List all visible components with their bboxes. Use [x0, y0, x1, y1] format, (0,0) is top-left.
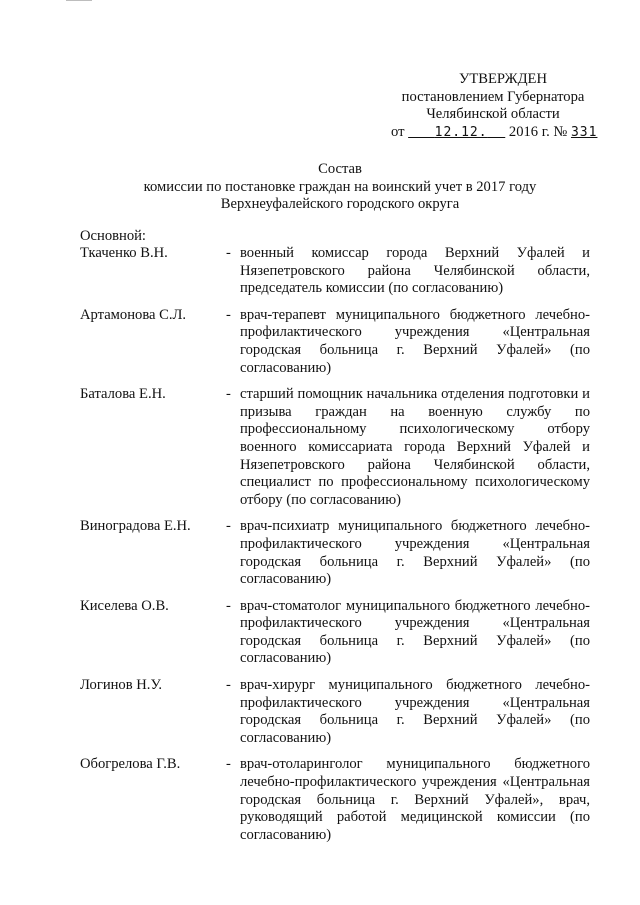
member-row [80, 756, 590, 844]
member-name: Обогрелова Г.В. [80, 756, 181, 773]
member-dash: - [226, 518, 231, 535]
section-label: Основной: [80, 228, 146, 244]
approval-line-1: постановлением Губернатора [401, 88, 585, 105]
member-role: врач-психиатр муниципального бюджетного лечебно-профилактического учреждения «Центральная городская больница г. Верхний Уфалей» (по согласованию) [240, 518, 590, 588]
member-name: Виноградова Е.Н. [80, 518, 191, 535]
scan-edge-mark [66, 0, 92, 1]
member-dash: - [226, 306, 231, 323]
member-role: врач-отоларинголог муниципального бюджетного лечебно-профилактического учреждения «Центральная городская больница г. Верхний Уфалей», врач, руководящий работой медицинской комиссии (по согласованию) [240, 756, 590, 843]
member-role: старший помощник начальника отделения подготовки и призыва граждан на военную службу по профессиональному психологическому отбору военного комиссариата города Верхний Уфалей и Нязепетровского района Челябинской области, специалист по профессиональному психологическому отбору (по согласованию) [240, 386, 590, 508]
member-dash: - [226, 756, 231, 773]
member-dash: - [226, 386, 231, 403]
member-dash: - [226, 677, 231, 694]
approval-heading: УТВЕРЖДЕН [459, 71, 547, 87]
member-role: врач-терапевт муниципального бюджетного лечебно-профилактического учреждения «Центральная городская больница г. Верхний Уфалей» (по согласованию) [240, 306, 590, 376]
member-dash: - [226, 245, 231, 261]
date-prefix: от [391, 123, 405, 140]
member-role: военный комиссар города Верхний Уфалей и Нязепетровского района Челябинской области, председатель комиссии (по согласованию) [240, 245, 590, 297]
member-row [80, 386, 590, 509]
handwritten-number: 331 [570, 124, 598, 140]
member-row [80, 598, 590, 668]
member-name: Артамонова С.Л. [80, 306, 187, 323]
member-name: Логинов Н.У. [80, 677, 163, 694]
member-role: врач-хирург муниципального бюджетного лечебно-профилактического учреждения «Центральная городская больница г. Верхний Уфалей» (по согласованию) [240, 677, 590, 746]
member-dash: - [226, 597, 231, 614]
member-name: Ткаченко В.Н. [80, 245, 168, 261]
year-number-text: 2016 г. № [508, 123, 568, 140]
members-list [80, 245, 590, 844]
member-row [80, 307, 590, 377]
title-line-3: Верхнеуфалейского городского округа [220, 196, 460, 213]
document-title [60, 161, 620, 214]
member-row [80, 518, 590, 588]
title-line-2: комиссии по постановке граждан на воинский учет в 2017 году [143, 178, 537, 195]
member-name: Киселева О.В. [80, 597, 169, 614]
member-row [80, 245, 590, 298]
approval-stamp-block [388, 71, 598, 141]
member-row [80, 677, 590, 747]
member-role: врач-стоматолог муниципального бюджетного лечебно-профилактического учреждения «Центральная городская больница г. Верхний Уфалей» (по согласованию) [240, 597, 590, 667]
member-name: Баталова Е.Н. [80, 386, 166, 403]
handwritten-date: 12.12. [434, 124, 488, 140]
approval-line-2: Челябинской области [426, 106, 560, 123]
title-line-1: Состав [318, 161, 362, 177]
approval-date-line [388, 124, 598, 142]
